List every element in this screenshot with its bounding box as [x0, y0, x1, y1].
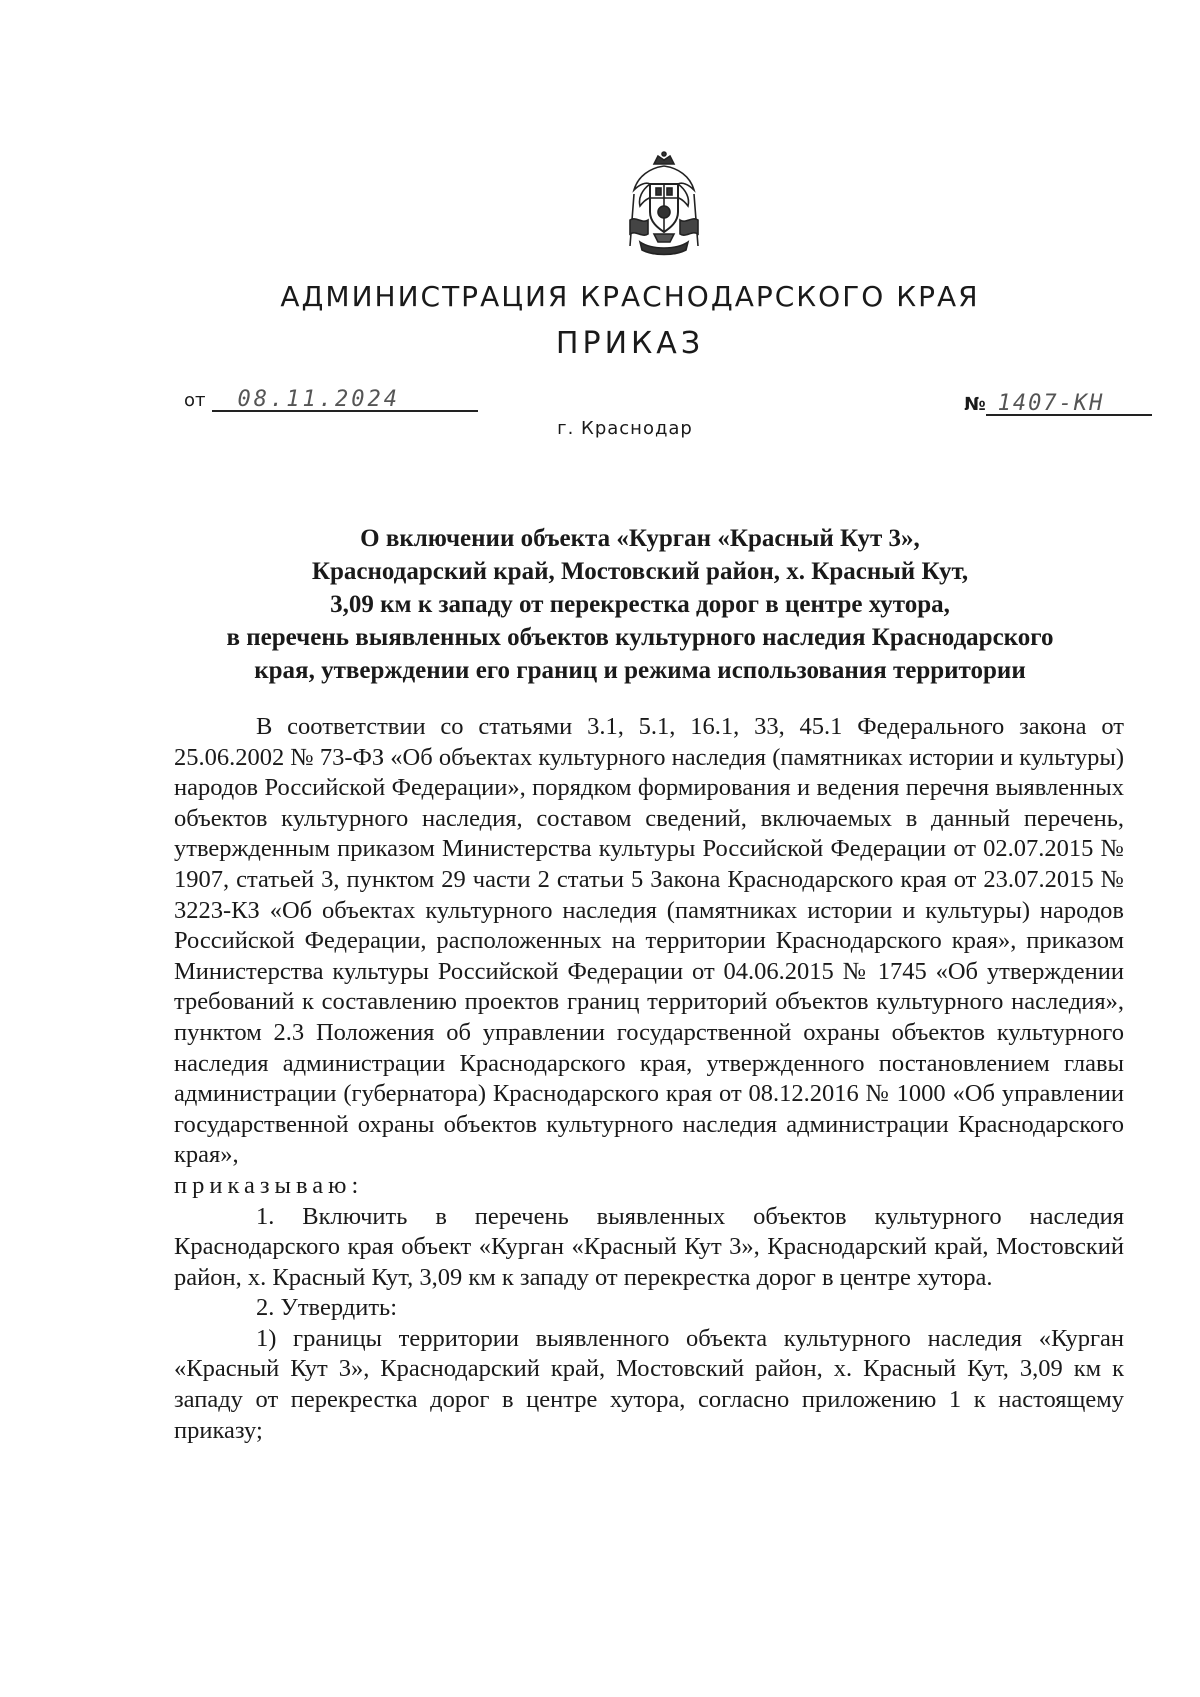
number-label: № — [964, 394, 986, 415]
preamble-paragraph — [174, 712, 1124, 1202]
subject-line: Краснодарский край, Мостовский район, х. Красный Кут, — [311, 558, 969, 585]
document-subject — [180, 522, 1100, 687]
subject-line: края, утверждении его границ и режима использования территории — [254, 657, 1026, 684]
number-value: 1407-КН — [986, 394, 1152, 416]
krasnodar-krai-coat-of-arms-icon — [620, 150, 708, 258]
date-field — [184, 387, 478, 412]
subject-line: в перечень выявленных объектов культурного наследия Краснодарского — [226, 624, 1054, 651]
date-label: от — [184, 390, 206, 411]
document-body — [174, 712, 1124, 1446]
organization-title: АДМИНИСТРАЦИЯ КРАСНОДАРСКОГО КРАЯ — [280, 280, 980, 313]
date-value: 08.11.2024 — [212, 390, 478, 412]
order-word: приказываю: — [174, 1171, 364, 1199]
subject-line: 3,09 км к западу от перекрестка дорог в центре хутора, — [330, 591, 950, 618]
number-field — [964, 391, 1152, 416]
document-type: ПРИКАЗ — [555, 326, 705, 361]
preamble-text: В соответствии со статьями 3.1, 5.1, 16.1, 33, 45.1 Федерального закона от 25.06.2002 № 73-ФЗ «Об объектах культурного наследия (памятниках истории и культуры) народов Российской Федерации», порядком формирования и ведения перечня выявленных объектов культурного наследия, составом сведений, включаемых в данный перечень, утвержденным приказом Министерства культуры Российской Федерации от 02.07.2015 № 1907, статьей 3, пунктом 29 части 2 статьи 5 Закона Краснодарского края от 23.07.2015 № 3223-КЗ «Об объектах культурного наследия (памятниках истории и культуры) народов Российской Федерации, расположенных на территории Краснодарского края», приказом Министерства культуры Российской Федерации от 04.06.2015 № 1745 «Об утверждении требований к составлению проектов границ территорий объектов культурного наследия», пунктом 2.3 Положения об управлении государственной охраны объектов культурного наследия администрации Краснодарского края, утвержденного постановлением главы администрации (губернатора) Краснодарского края от 08.12.2016 № 1000 «Об управлении государственной охраны объектов культурного наследия администрации Краснодарского края», — [174, 713, 1124, 1169]
subject-line: О включении объекта «Курган «Красный Кут 3», — [360, 525, 920, 552]
city: г. Краснодар — [557, 418, 693, 439]
item-1-paragraph: 1. Включить в перечень выявленных объектов культурного наследия Краснодарского края объект «Курган «Красный Кут 3», Краснодарский край, Мостовский район, х. Красный Кут, 3,09 км к западу от перекрестка дорог в центре хутора. — [174, 1202, 1124, 1291]
item-2-1-paragraph: 1) границы территории выявленного объекта культурного наследия «Курган «Красный Кут 3», Краснодарский край, Мостовский район, х. Красный Кут, 3,09 км к западу от перекрестка дорог в центре хутора, согласно приложению 1 к настоящему приказу; — [174, 1324, 1124, 1444]
item-2-paragraph: 2. Утвердить: — [256, 1294, 398, 1322]
